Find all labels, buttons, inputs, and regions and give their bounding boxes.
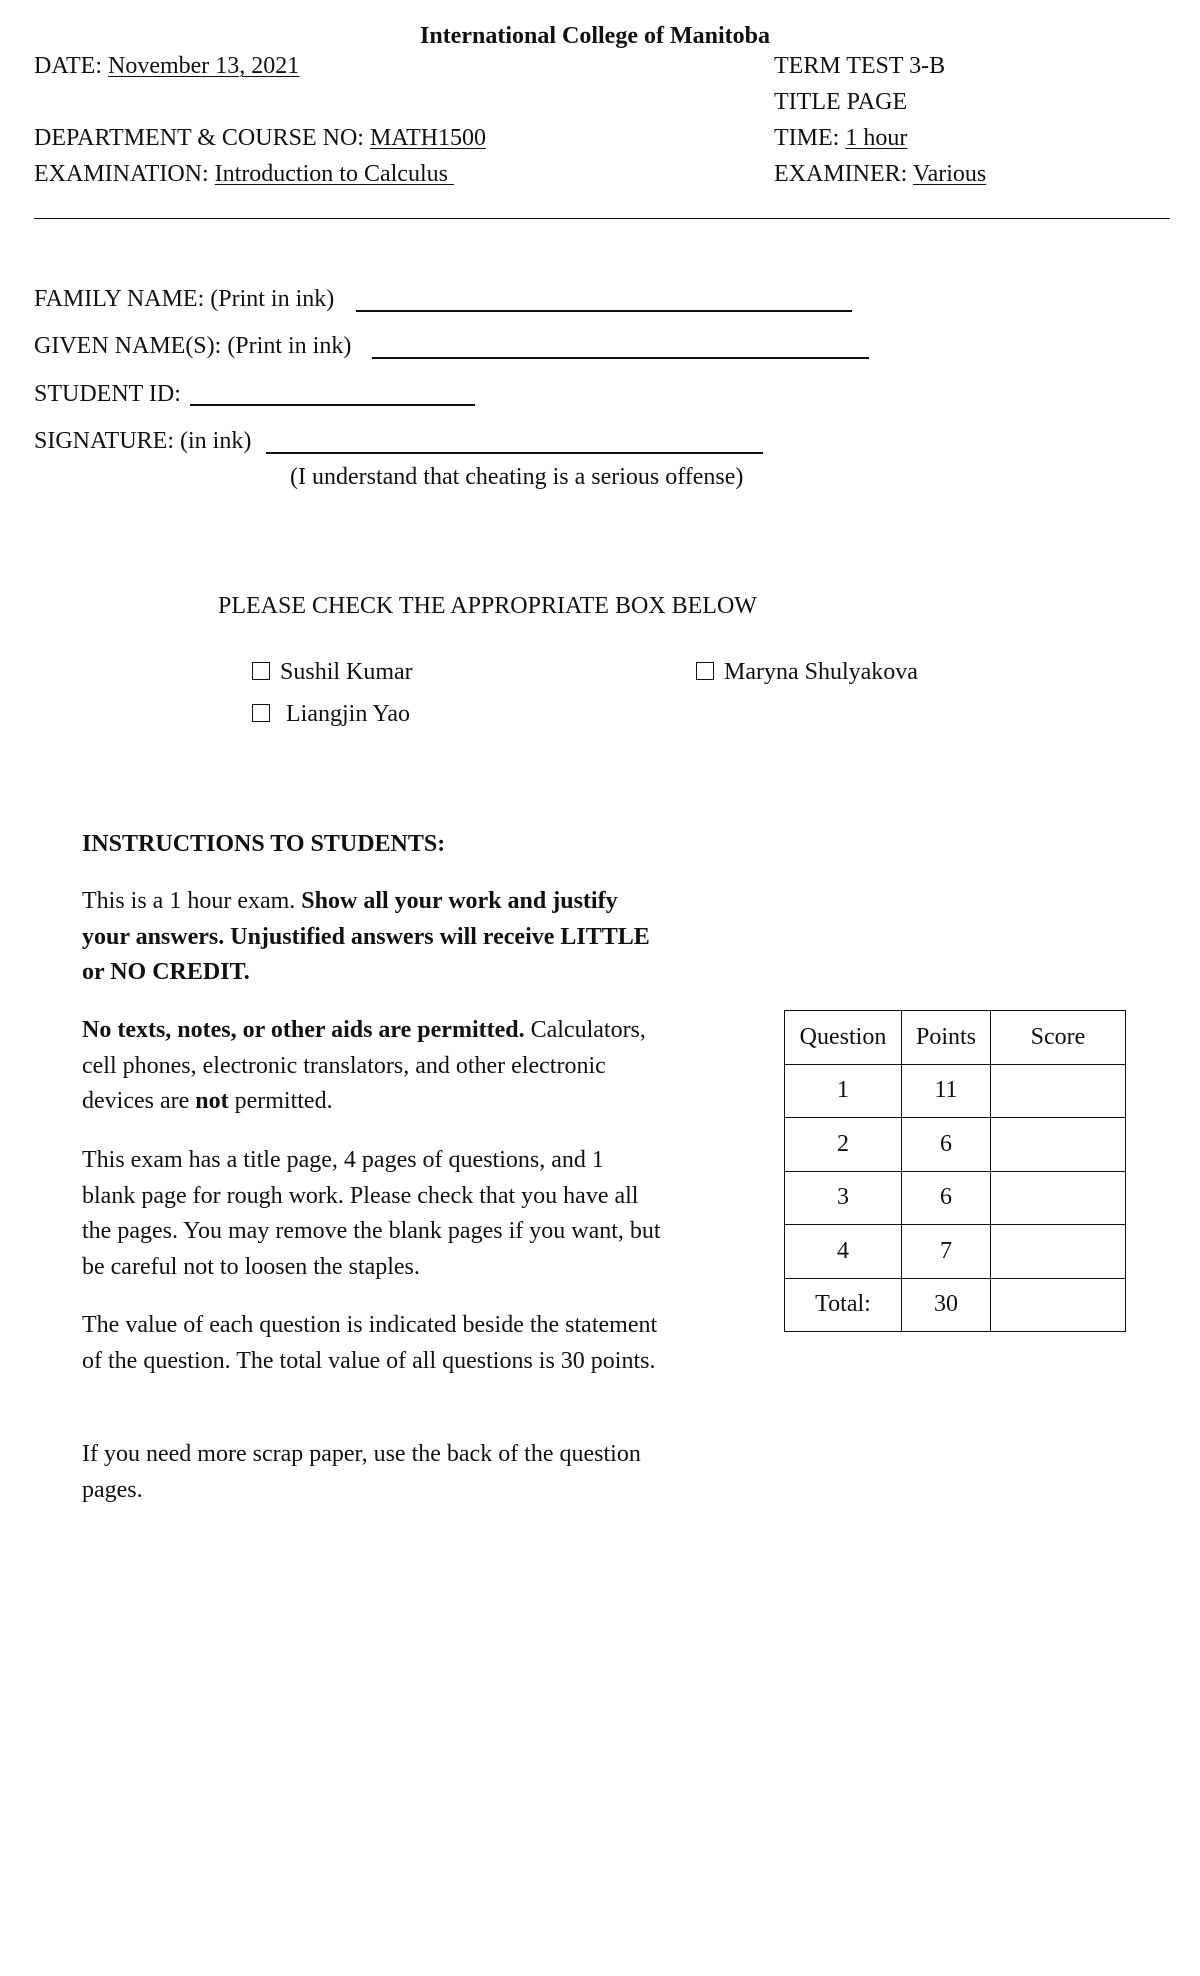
department-label: DEPARTMENT & COURSE NO: [34,125,370,151]
table-row [785,1171,1126,1225]
signature-field[interactable] [266,452,763,454]
instructions-emphasis: No texts, notes, or other aids are permitted. [82,1017,525,1043]
instructions-emphasis: not [195,1088,229,1114]
student-id-field[interactable] [190,404,475,406]
page-name: TITLE PAGE [774,89,908,115]
score-cell[interactable] [991,1171,1126,1225]
score-cell[interactable] [991,1225,1126,1279]
points-cell: 11 [902,1064,991,1118]
instructions-text: This is a 1 hour exam. [82,888,302,914]
examiner-value: Various [912,161,987,187]
points-cell: 6 [902,1171,991,1225]
time-value: 1 hour [845,125,908,151]
instructor-name: Liangjin Yao [286,701,411,727]
question-cell: 1 [785,1064,902,1118]
table-row [785,1064,1126,1118]
instructor-name: Maryna Shulyakova [724,659,918,685]
department-line [34,124,486,153]
date-label: DATE: [34,53,108,79]
family-name-label: FAMILY NAME: (Print in ink) [34,286,335,312]
examiner-label: EXAMINER: [774,161,913,187]
score-cell[interactable] [991,1118,1126,1172]
checkbox-icon[interactable] [252,662,270,680]
total-label-cell: Total: [785,1278,902,1332]
examination-label: EXAMINATION: [34,161,215,187]
test-name: TERM TEST 3-B [774,53,946,79]
examination-value: Introduction to Calculus [214,161,454,187]
score-cell[interactable] [991,1064,1126,1118]
time-line [774,124,907,153]
signature-label: SIGNATURE: (in ink) [34,428,252,454]
instructor-option-kumar[interactable] [252,658,413,687]
date-line [34,52,299,81]
total-points-cell: 30 [902,1278,991,1332]
points-cell: 7 [902,1225,991,1279]
instructions-emphasis: Show all your work and justify your answers. Unjustified answers will receive LITTLE or NO CREDIT. [82,888,650,985]
header-points: Points [902,1011,991,1065]
institution-title: International College of Manitoba [420,23,770,49]
signature-note: (I understand that cheating is a serious offense) [290,464,744,490]
score-table [784,1010,1126,1332]
time-label: TIME: [774,125,846,151]
table-row [785,1225,1126,1279]
instructions-heading: INSTRUCTIONS TO STUDENTS: [82,831,446,857]
header-question: Question [785,1011,902,1065]
table-total-row [785,1278,1126,1332]
instructions-paragraph-5: If you need more scrap paper, use the back of the question pages. [82,1441,641,1503]
instructor-heading: PLEASE CHECK THE APPROPRIATE BOX BELOW [218,593,757,619]
total-score-cell[interactable] [991,1278,1126,1332]
checkbox-icon[interactable] [252,704,270,722]
question-cell: 3 [785,1171,902,1225]
department-value: MATH1500 [369,125,486,151]
instructions-paragraph-3: This exam has a title page, 4 pages of questions, and 1 blank page for rough work. Please check that you have all the pages. You may remove the blank pages if you want, but be careful not to loosen the staples. [82,1147,661,1280]
instructions-paragraph-2 [82,1013,662,1120]
student-id-label: STUDENT ID: [34,381,181,407]
question-cell: 4 [785,1225,902,1279]
question-cell: 2 [785,1118,902,1172]
instructions-text: permitted. [228,1088,333,1114]
date-value: November 13, 2021 [108,53,300,79]
points-cell: 6 [902,1118,991,1172]
instructor-option-yao[interactable] [252,700,410,729]
instructions-text: Calculators, cell phones, electronic translators, and other electronic devices are [82,1017,646,1114]
examination-line [34,160,454,189]
given-names-label: GIVEN NAME(S): (Print in ink) [34,333,352,359]
instructions-paragraph-1 [82,884,662,991]
instructor-option-shulyakova[interactable] [696,658,918,687]
given-names-field[interactable] [372,357,869,359]
instructions-paragraph-4: The value of each question is indicated beside the statement of the question. The total value of all questions is 30 points. [82,1312,658,1374]
examiner-line [774,160,986,189]
table-header-row [785,1011,1126,1065]
header-score: Score [991,1011,1126,1065]
table-row [785,1118,1126,1172]
family-name-field[interactable] [356,310,852,312]
header-divider [34,218,1170,219]
checkbox-icon[interactable] [696,662,714,680]
instructor-name: Sushil Kumar [280,659,413,685]
